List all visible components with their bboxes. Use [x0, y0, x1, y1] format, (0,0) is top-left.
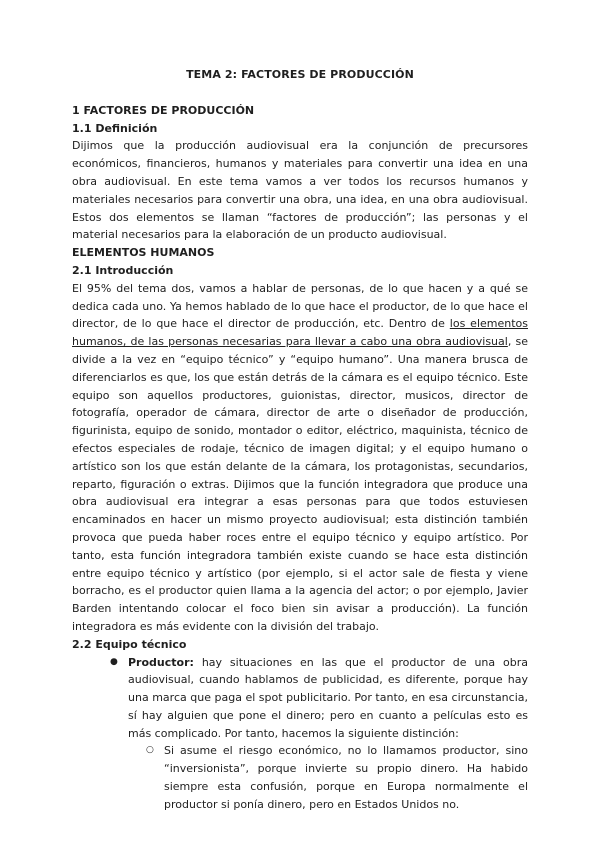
section-1-heading: 1 FACTORES DE PRODUCCIÓN: [72, 103, 255, 117]
productor-sublist: [128, 742, 528, 813]
inversionista-text: Si asume el riesgo económico, no lo llamamos productor, sino “inversionista”, porque invierte su propio dinero. Ha habido siempre esta confusión, porque en Europa normalmente el productor si ponía dinero, pero en Estados Unidos no.: [164, 744, 528, 811]
paragraph-text-b: , se divide a la vez en “equipo técnico” y “equipo humano”. Una manera brusca de diferenciarlos es que, los que están detrás de la cámara es el equipo técnico. Este equipo son aquellos productores, guionistas, director, musicos, director de fotografía, operador de cámara, director de arte o diseñador de producción, figurinista, equipo de sonido, montador o editor, eléctrico, maquinista, técnico de efectos especiales de rodaje, técnico de imagen digital; y el equipo humano o artístico son los que están delante de la cámara, los protagonistas, secundarios, reparto, figuración o extras. Dijimos que la función integradora que produce una obra audiovisual era integrar a esas personas para que todos estuviesen encaminados en hacer un mismo proyecto audiovisual; esta distinción también provoca que pueda haber roces entre el equipo técnico y equipo artístico. Por tanto, esta función integradora también existe cuando se hace esta distinción entre equipo técnico y artístico (por ejemplo, si el actor sale de fiesta y viene borracho, es el productor quien llama a la agencia del actor; o por ejemplo, Javier Barden intentando colocar el foco bien sin avisar a producción). La función integradora es más evidente con la división del trabajo.: [72, 335, 528, 633]
bullet-dot-icon: ●: [110, 656, 118, 667]
document-page: [72, 66, 528, 814]
section-1-1-heading: 1.1 Definición: [72, 121, 158, 135]
section-2-1-paragraph: [72, 280, 528, 636]
section-2-1-heading: 2.1 Introducción: [72, 263, 174, 277]
document-title: TEMA 2: FACTORES DE PRODUCCIÓN: [186, 68, 414, 81]
equipo-tecnico-list: [72, 654, 528, 814]
productor-text: hay situaciones en las que el productor de una obra audiovisual, cuando hablamos de publicidad, es diferente, porque hay una marca que paga el spot publicitario. Por tanto, en esa circunstancia, sí hay alguien que pone el dinero; pero en cuanto a películas esto es más complicado. Por tanto, hacemos la siguiente distinción:: [128, 655, 528, 740]
list-item-productor: [92, 654, 528, 814]
underlined-text: los elementos humanos, de las personas necesarias para llevar a cabo una obra audiovisual: [72, 317, 528, 349]
paragraph-text-a: El 95% del tema dos, vamos a hablar de personas, de lo que hacen y a qué se dedica cada uno. Ya hemos hablado de lo que hace el productor, de lo que hace el director, de lo que hace el director de producción, etc. Dentro de: [72, 281, 528, 331]
elementos-humanos-heading: ELEMENTOS HUMANOS: [72, 246, 215, 260]
sublist-item-inversionista: [146, 742, 528, 813]
section-2-2-heading: 2.2 Equipo técnico: [72, 637, 187, 651]
bullet-circle-icon: ○: [146, 745, 154, 756]
section-1-1-paragraph: Dijimos que la producción audiovisual era la conjunción de precursores económicos, financieros, humanos y materiales para convertir una idea en una obra audiovisual. En este tema vamos a ver todos los recursos humanos y materiales necesarios para convertir una obra, una idea, en una obra audiovisual. Estos dos elementos se llaman “factores de producción”; las personas y el material necesarios para la elaboración de un producto audiovisual.: [72, 139, 528, 242]
productor-label: Productor:: [128, 655, 194, 669]
